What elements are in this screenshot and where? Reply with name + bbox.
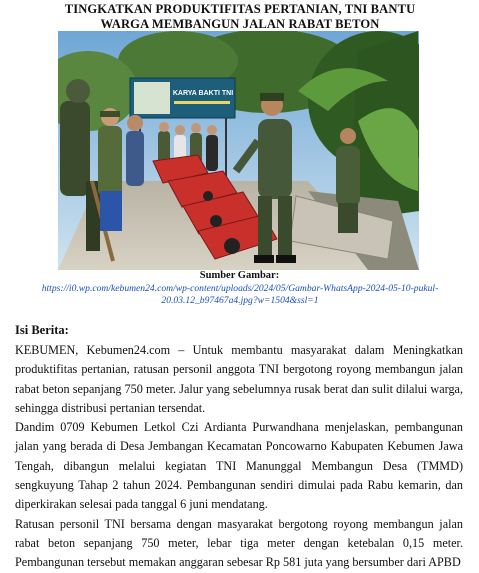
banner-text: KARYA BAKTI TNI [172,90,234,97]
paragraph: Dandim 0709 Kebumen Letkol Czi Ardianta Purwandhana menjelaskan, pembangunan jalan yang berada di Desa Jembangan Kecamatan Poncowarno Kabupaten Kebumen Jawa Tengah, dibangun melalui kegiatan TNI Manunggal Membangun Desa (TMMD) sengkuyung Tahap 2 tahun 2024. Pembangunan sendiri dimulai pada Rabu kemarin, dan diperkirakan selesai pada tanggal 6 juni mendatang. [15,420,463,512]
image-source-label: Sumber Gambar: [199,270,280,281]
article-title: TINGKATKAN PRODUKTIFITAS PERTANIAN, TNI BANTU WARGA MEMBANGUN JALAN RABAT BETON [64,2,416,31]
news-photo-illustration [58,31,419,270]
image-source-link[interactable]: https://i0.wp.com/kebumen24.com/wp-content/uploads/2024/05/Gambar-WhatsApp-2024-05-10-pukul-20.03.12_b97467a4.jpg?w=1504&ssl=1 [41,283,439,306]
news-photo [58,31,419,270]
article-body [15,341,463,573]
paragraph: Ratusan personil TNI bersama dengan masyarakat bergotong royong membangun jalan rabat beton sepanjang 750 meter, lebar tiga meter dengan ketebalan 0,15 meter. Pembangunan tersebut memakan anggaran sebesar Rp 581 juta yang bersumber dari APBD [15,516,463,570]
content-heading: Isi Berita: [15,323,69,337]
paragraph: KEBUMEN, Kebumen24.com – Untuk membantu masyarakat dalam Meningkatkan produktifitas pertanian, ratusan personil anggota TNI bergotong royong membangun jalan rabat beton sepanjang 750 meter. Jalur yang sebelumnya rusak berat dan sulit dilalui warga, sehingga distribusi pertanian tersendat. [15,343,463,415]
